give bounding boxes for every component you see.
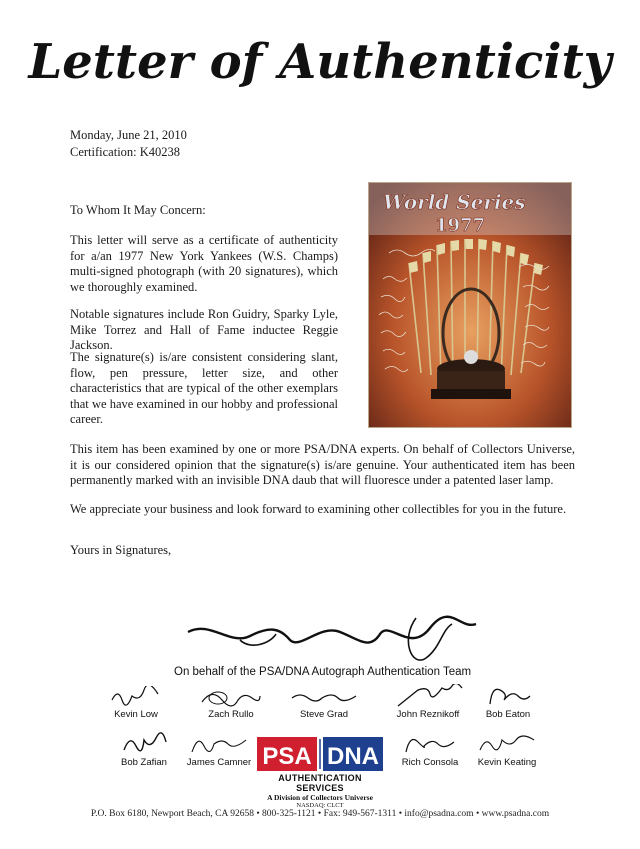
signature-bob-zafian	[116, 732, 172, 768]
paragraph-1: This letter will serve as a certificate of authenticity for a/an 1977 New York Yankees (W.S. Champs) multi-signed photograph (with 20 signatures), which we thoroughly examined.	[70, 233, 338, 294]
behalf-text: On behalf of the PSA/DNA Autograph Authentication Team	[174, 666, 472, 678]
paragraph-2: Notable signatures include Ron Guidry, Sparky Lyle, Mike Torrez and Hall of Fame inductee Reggie Jackson.	[70, 307, 338, 352]
paragraph-5: We appreciate your business and look forward to examining other collectibles for you in the future.	[70, 502, 567, 516]
signature-name: John Reznikoff	[396, 709, 460, 720]
signature-name: James Camner	[186, 757, 252, 768]
auth-line-2: A Division of Collectors Universe	[267, 793, 373, 802]
signature-john-reznikoff	[388, 684, 468, 720]
signature-james-camner	[184, 732, 254, 768]
auth-line-3: NASDAQ: CLCT	[296, 802, 344, 809]
closing: Yours in Signatures,	[70, 543, 172, 557]
photo-banner: World Series	[383, 190, 526, 214]
signature-kevin-low	[106, 686, 166, 720]
photo-year: 1977	[435, 215, 486, 236]
letter-title-text: Letter of Authenticity	[28, 34, 612, 90]
signature-name: Kevin Keating	[477, 757, 537, 768]
psa-dna-logo	[257, 737, 383, 771]
signature-kevin-keating	[472, 732, 542, 768]
date-block	[70, 127, 187, 161]
paragraph-4: This item has been examined by one or more PSA/DNA experts. On behalf of Collectors Universe, it is our considered opinion that the signature(s) is/are genuine. Your authenticated item has been permanently marked with an invisible DNA daub that will fluoresce under a patented laser lamp.	[70, 442, 575, 487]
signature-bob-eaton	[480, 684, 536, 720]
authentication-services	[257, 773, 383, 809]
salutation: To Whom It May Concern:	[70, 203, 206, 217]
signature-rich-consola	[398, 732, 462, 768]
signature-name: Rich Consola	[401, 757, 459, 768]
psa-text: PSA	[262, 743, 312, 770]
paragraph-3: The signature(s) is/are consistent considering slant, flow, pen pressure, letter size, and other characteristics that are typical of the other exemplars that we have examined in our hobby and professional career.	[70, 350, 338, 426]
signature-name: Steve Grad	[299, 709, 349, 720]
certification-number: Certification: K40238	[70, 145, 181, 159]
letter-date: Monday, June 21, 2010	[70, 128, 187, 142]
letter-title	[0, 20, 640, 100]
signature-zach-rullo	[196, 686, 266, 720]
footer-contact: P.O. Box 6180, Newport Beach, CA 92658 • 800-325-1121 • Fax: 949-567-1311 • info@psadna.com • www.psadna.com	[90, 809, 550, 819]
item-photo	[368, 182, 572, 428]
main-signature	[180, 610, 480, 670]
signature-name: Bob Eaton	[485, 709, 531, 720]
auth-line-1: AUTHENTICATION SERVICES	[278, 773, 362, 793]
signature-steve-grad	[286, 686, 362, 720]
signature-name: Bob Zafian	[121, 757, 167, 768]
dna-text: DNA	[327, 743, 379, 770]
signature-name: Kevin Low	[114, 709, 158, 720]
signature-name: Zach Rullo	[208, 709, 254, 720]
